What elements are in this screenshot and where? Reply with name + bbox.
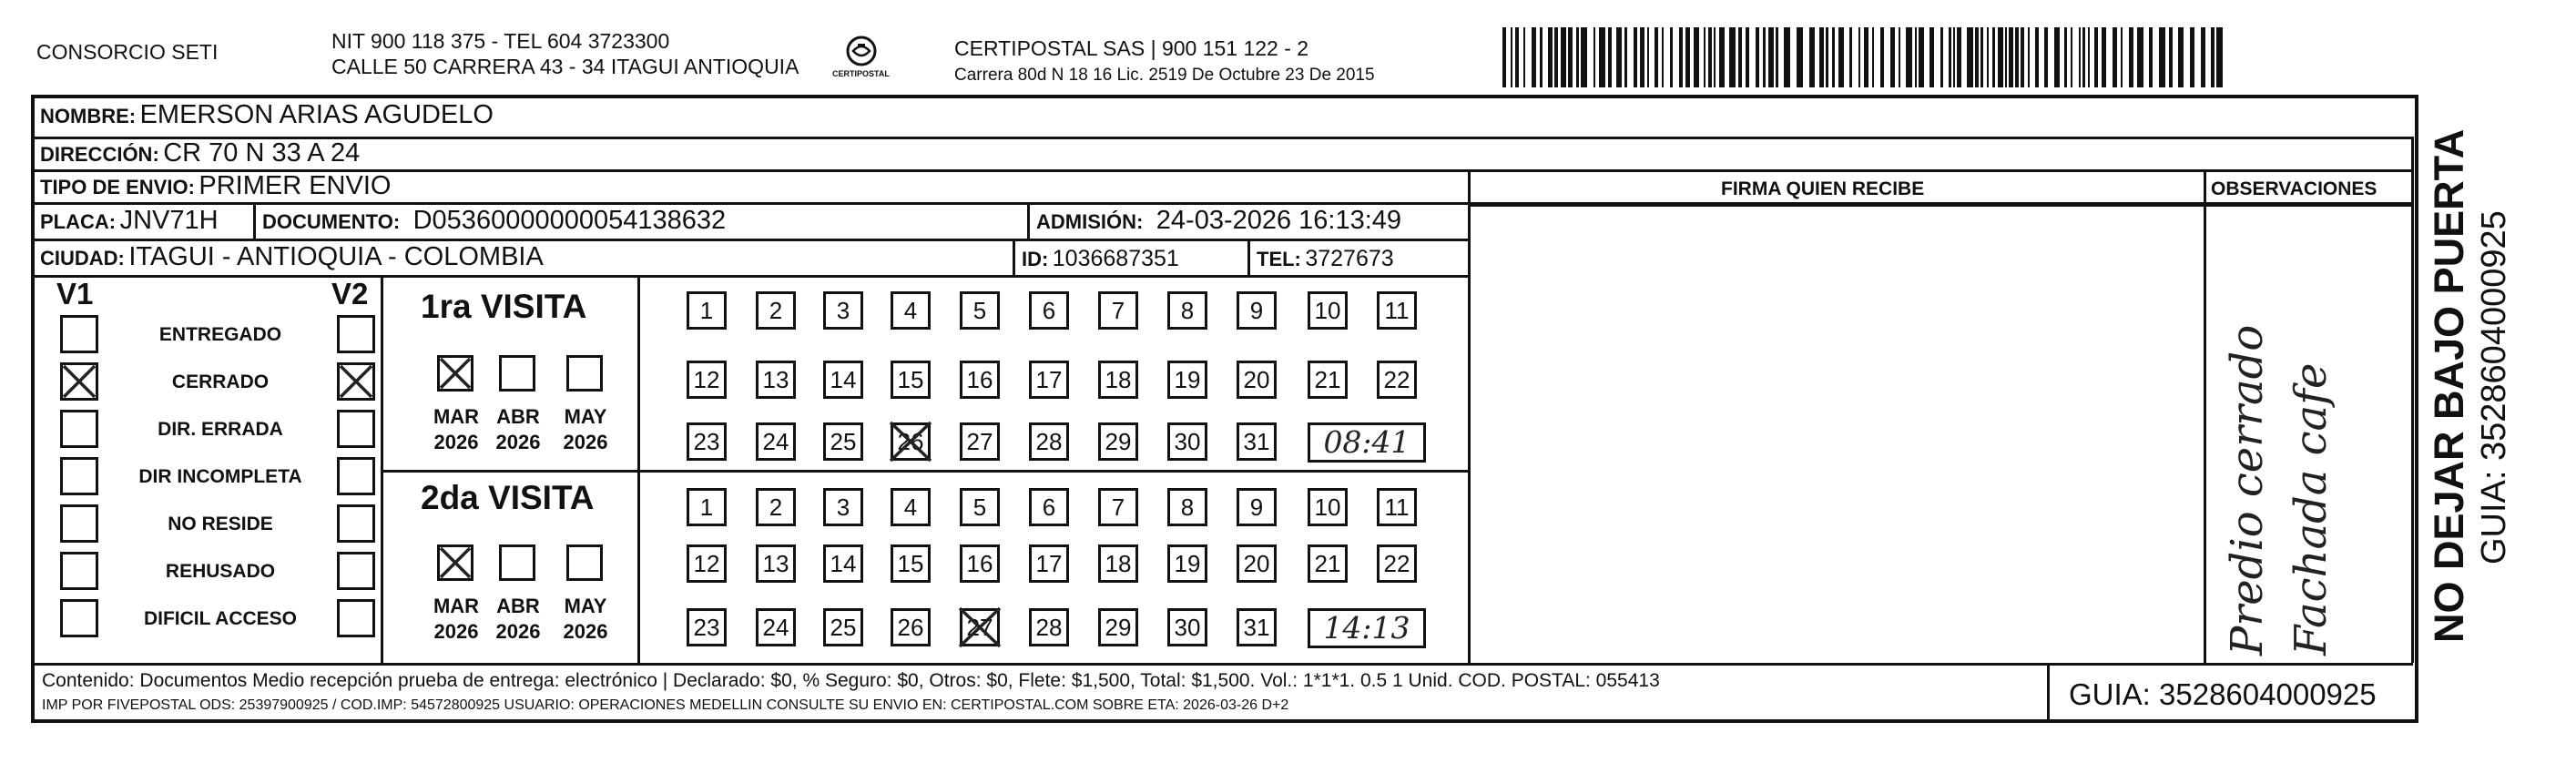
contenido-line: Contenido: Documentos Medio recepción prueba de entrega: electrónico | Declarado: $0, % Seguro: $0, Otros: $0, Flete: $1,500, Total: $1,500. Vol.: 1*1*1. 0.5 1 Unid. COD. POSTAL: 055413	[42, 670, 1660, 691]
visit2-day-box[interactable]: 26	[891, 608, 931, 646]
visit1-day-box[interactable]: 14	[823, 361, 863, 399]
documento-field	[262, 206, 726, 236]
visit2-day-box[interactable]: 5	[960, 488, 1000, 526]
barcode-bar	[1992, 27, 1995, 87]
visit1-day-box[interactable]: 10	[1308, 291, 1348, 330]
barcode-bar	[1832, 27, 1835, 87]
visit1-day-box[interactable]: 19	[1167, 361, 1207, 399]
visit2-day-box[interactable]: 24	[756, 608, 796, 646]
visit1-day-box[interactable]: 3	[823, 291, 863, 330]
barcode-bar	[1915, 27, 1917, 87]
barcode-bar	[2102, 27, 2106, 87]
visit1-day-box[interactable]: 17	[1029, 361, 1069, 399]
visit2-day-box[interactable]: 3	[823, 488, 863, 526]
barcode-bar	[2044, 27, 2048, 87]
certipostal-logo-icon	[832, 33, 890, 84]
month-label	[486, 404, 550, 455]
barcode-bar	[1953, 27, 1955, 87]
month-name: MAR	[433, 595, 480, 617]
tipo-envio-label: TIPO DE ENVIO:	[40, 176, 195, 198]
barcode-bar	[1599, 27, 1605, 87]
barcode-bar	[1548, 27, 1553, 87]
visit1-day-box[interactable]: 5	[960, 291, 1000, 330]
v1-checkbox[interactable]	[60, 410, 98, 448]
month-label	[424, 404, 488, 455]
barcode-bar	[1511, 27, 1512, 87]
status-option-label: DIR INCOMPLETA	[138, 466, 302, 487]
v1-label: V1	[56, 277, 94, 310]
admision-field	[1036, 206, 1401, 236]
visit1-day-box[interactable]: 29	[1098, 422, 1138, 461]
barcode-bar	[1819, 27, 1824, 87]
visit2-day-box[interactable]: 25	[823, 608, 863, 646]
visit2-day-box[interactable]: 9	[1237, 488, 1277, 526]
v1-checkbox[interactable]	[60, 552, 98, 590]
barcode-bar	[2211, 27, 2215, 87]
status-option-label: CERRADO	[171, 371, 270, 392]
visit1-day-box[interactable]: 23	[687, 422, 727, 461]
v2-checkbox[interactable]	[337, 504, 375, 543]
id-value: 1036687351	[1052, 246, 1179, 271]
v2-label: V2	[331, 277, 369, 310]
visit1-day-box[interactable]: 1	[687, 291, 727, 330]
visit2-day-box[interactable]: 6	[1029, 488, 1069, 526]
barcode-bar	[1975, 27, 1979, 87]
v1-checkbox[interactable]	[60, 599, 98, 637]
barcode-bar	[1561, 27, 1566, 87]
v2-checkbox[interactable]	[337, 315, 375, 353]
barcode-bar	[2021, 27, 2024, 87]
barcode-bar	[1714, 27, 1716, 87]
barcode-bar	[2035, 27, 2039, 87]
barcode-bar	[1568, 27, 1573, 87]
visit2-day-box[interactable]: 20	[1237, 544, 1277, 583]
visit1-day-box[interactable]: 16	[960, 361, 1000, 399]
barcode-bar	[1624, 27, 1627, 87]
barcode-bar	[1738, 27, 1742, 87]
status-option-label: ENTREGADO	[158, 324, 282, 345]
visit1-day-box[interactable]: 2	[756, 291, 796, 330]
month-name: MAY	[564, 405, 607, 428]
visit1-month-checkbox[interactable]	[499, 355, 535, 392]
visit2-month-checkbox[interactable]	[499, 544, 535, 581]
visit2-day-box[interactable]: 2	[756, 488, 796, 526]
barcode-bar	[1581, 27, 1587, 87]
tipo-envio-value: PRIMER ENVIO	[199, 171, 392, 200]
barcode-bar	[2015, 27, 2019, 87]
visit1-day-box[interactable]: 20	[1237, 361, 1277, 399]
visit2-day-box[interactable]: 17	[1029, 544, 1069, 583]
barcode-bar	[2129, 27, 2133, 87]
v2-checkbox[interactable]	[337, 552, 375, 590]
barcode-bar	[1763, 27, 1766, 87]
v2-checkbox[interactable]	[337, 599, 375, 637]
barcode-bar	[1679, 27, 1683, 87]
barcode-bar	[1957, 27, 1961, 87]
visit1-day-box[interactable]: 11	[1377, 291, 1417, 330]
visit1-day-box[interactable]: 6	[1029, 291, 1069, 330]
visit1-day-box[interactable]: 21	[1308, 361, 1348, 399]
ciudad-value: ITAGUI - ANTIOQUIA - COLOMBIA	[128, 242, 544, 271]
barcode-bar	[1809, 27, 1815, 87]
visit1-handwritten-time: 08:41	[1308, 422, 1426, 463]
barcode-bar	[1838, 27, 1844, 87]
barcode-bar	[1670, 27, 1673, 87]
barcode-bar	[2159, 27, 2165, 87]
visit2-day-box[interactable]: 30	[1167, 608, 1207, 646]
v1-checkbox[interactable]	[60, 504, 98, 543]
visit1-day-box[interactable]: 27	[960, 422, 1000, 461]
barcode-bar	[1899, 27, 1900, 87]
barcode-bar	[2054, 27, 2060, 87]
visit1-day-box[interactable]: 25	[823, 422, 863, 461]
direccion-row	[40, 138, 360, 168]
month-label	[424, 594, 488, 645]
v2-checkbox[interactable]	[337, 410, 375, 448]
barcode-bar	[1872, 27, 1874, 87]
direccion-value: CR 70 N 33 A 24	[163, 138, 361, 168]
visit1-day-box[interactable]: 30	[1167, 422, 1207, 461]
visit2-day-box[interactable]: 28	[1029, 608, 1069, 646]
visit2-month-checkbox[interactable]	[566, 544, 603, 581]
barcode-bar	[2088, 27, 2090, 87]
barcode-bar	[2082, 27, 2085, 87]
barcode-bar	[1987, 27, 1989, 87]
tel-value: 3727673	[1305, 246, 1394, 271]
visit2-day-box[interactable]: 16	[960, 544, 1000, 583]
visit2-day-box[interactable]: 10	[1308, 488, 1348, 526]
visit1-day-box[interactable]: 24	[756, 422, 796, 461]
visit2-day-box[interactable]: 13	[756, 544, 796, 583]
barcode-bar	[1515, 27, 1519, 87]
barcode-bar	[1704, 27, 1705, 87]
visit2-day-box[interactable]: 11	[1377, 488, 1417, 526]
barcode-bar	[1906, 27, 1912, 87]
barcode-bar	[1719, 27, 1725, 87]
observation-line-1: Predio cerrado	[2222, 324, 2273, 656]
barcode-bar	[2121, 27, 2123, 87]
visit2-day-box[interactable]: 15	[891, 544, 931, 583]
month-year: 2026	[495, 620, 541, 643]
nombre-label: NOMBRE:	[40, 105, 137, 127]
month-name: ABR	[496, 595, 540, 617]
barcode-bar	[1929, 27, 1934, 87]
barcode-bar	[1858, 27, 1860, 87]
month-name: MAR	[433, 405, 480, 428]
barcode-bar	[1849, 27, 1852, 87]
admision-label: ADMISIÓN:	[1036, 210, 1144, 233]
barcode-bar	[1826, 27, 1828, 87]
license-line: Carrera 80d N 18 16 Lic. 2519 De Octubre 23 De 2015	[954, 66, 1375, 85]
barcode-bar	[1647, 27, 1649, 87]
month-label	[554, 404, 617, 455]
barcode-bar	[2028, 27, 2030, 87]
ciudad-field	[40, 242, 544, 272]
ciudad-label: CIUDAD:	[40, 247, 125, 270]
barcode-bar	[2064, 27, 2067, 87]
visit1-title: 1ra VISITA	[421, 288, 587, 325]
v2-checkbox[interactable]	[337, 362, 375, 401]
barcode-bar	[2005, 27, 2007, 87]
barcode-bar	[1864, 27, 1868, 87]
visit2-month-checkbox[interactable]	[437, 544, 473, 581]
barcode-bar	[1708, 27, 1712, 87]
barcode-bar	[1756, 27, 1759, 87]
month-label	[554, 594, 617, 645]
barcode-bar	[2178, 27, 2184, 87]
barcode-bar	[1967, 27, 1973, 87]
month-year: 2026	[433, 620, 479, 643]
imp-line: IMP POR FIVEPOSTAL ODS: 25397900925 / COD.IMP: 54572800925 USUARIO: OPERACIONES MEDELLIN CONSULTE SU ENVIO EN: CERTIPOSTAL.COM SOBRE ETA: 2026-03-26 D+2	[42, 697, 1289, 713]
visit2-day-box[interactable]: 14	[823, 544, 863, 583]
barcode-bar	[1640, 27, 1644, 87]
visit2-day-box[interactable]: 22	[1377, 544, 1417, 583]
v2-checkbox[interactable]	[337, 457, 375, 495]
visit2-day-box[interactable]: 18	[1098, 544, 1138, 583]
barcode-bar	[1532, 27, 1536, 87]
barcode-bar	[1797, 27, 1803, 87]
barcode-bar	[1890, 27, 1895, 87]
barcode-bar	[2137, 27, 2143, 87]
sender-name: CONSORCIO SETI	[36, 40, 219, 64]
firma-label: FIRMA QUIEN RECIBE	[1721, 178, 1925, 199]
v1-checkbox[interactable]	[60, 362, 98, 401]
barcode-bar	[1746, 27, 1749, 87]
barcode-bar	[1776, 27, 1778, 87]
status-option-label: REHUSADO	[165, 561, 276, 582]
visit2-day-box[interactable]: 12	[687, 544, 727, 583]
visit1-day-box[interactable]: 15	[891, 361, 931, 399]
visit1-day-box[interactable]: 31	[1237, 422, 1277, 461]
id-field	[1022, 246, 1179, 272]
visit1-day-box[interactable]: 26	[891, 422, 931, 461]
barcode-bar	[1502, 27, 1506, 87]
barcode-bar	[2149, 27, 2153, 87]
status-option-label: DIFICIL ACCESO	[143, 608, 297, 629]
visit1-day-box[interactable]: 7	[1098, 291, 1138, 330]
visit1-month-checkbox[interactable]	[566, 355, 603, 392]
barcode-bar	[1768, 27, 1774, 87]
barcode-bar	[1940, 27, 1943, 87]
status-option-label: DIR. ERRADA	[158, 419, 283, 440]
visit1-day-box[interactable]: 28	[1029, 422, 1069, 461]
visit2-day-box[interactable]: 23	[687, 608, 727, 646]
visit1-day-box[interactable]: 12	[687, 361, 727, 399]
nombre-row	[40, 100, 494, 130]
barcode-bar	[2216, 27, 2223, 87]
barcode-bar	[1998, 27, 2003, 87]
tipo-envio-row	[40, 171, 391, 201]
visit2-day-box[interactable]: 4	[891, 488, 931, 526]
no-dejar-warning: NO DEJAR BAJO PUERTA	[2426, 128, 2472, 643]
barcode-bar	[1694, 27, 1699, 87]
visit1-day-box[interactable]: 8	[1167, 291, 1207, 330]
month-name: ABR	[496, 405, 540, 428]
visit2-handwritten-time: 14:13	[1308, 608, 1426, 648]
barcode-bar	[2201, 27, 2205, 87]
sender-nit: NIT 900 118 375 - TEL 604 3723300	[331, 29, 670, 53]
month-name: MAY	[564, 595, 607, 617]
barcode-bar	[1685, 27, 1690, 87]
barcode-icon	[1502, 22, 2231, 93]
barcode-bar	[2071, 27, 2072, 87]
placa-field	[40, 206, 219, 236]
tel-field	[1257, 246, 1394, 272]
barcode-bar	[1523, 27, 1525, 87]
visit2-title: 2da VISITA	[421, 479, 595, 516]
placa-value: JNV71H	[119, 206, 219, 235]
visit2-day-box[interactable]: 29	[1098, 608, 1138, 646]
barcode-bar	[2009, 27, 2013, 87]
documento-label: DOCUMENTO:	[262, 210, 401, 233]
barcode-bar	[1593, 27, 1595, 87]
visit1-day-box[interactable]: 18	[1098, 361, 1138, 399]
visit2-day-box[interactable]: 27	[960, 608, 1000, 646]
visit1-day-box[interactable]: 4	[891, 291, 931, 330]
barcode-bar	[2169, 27, 2173, 87]
observation-line-2: Fachada cafe	[2286, 362, 2337, 656]
visit2-day-box[interactable]: 8	[1167, 488, 1207, 526]
barcode-bar	[2113, 27, 2117, 87]
status-option-label: NO RESIDE	[168, 514, 273, 534]
guia-vertical: GUIA: 3528604000925	[2475, 210, 2513, 565]
barcode-bar	[2094, 27, 2098, 87]
barcode-bar	[1634, 27, 1637, 87]
barcode-bar	[2190, 27, 2194, 87]
visit1-month-checkbox[interactable]	[437, 355, 473, 392]
visit1-day-box[interactable]: 22	[1377, 361, 1417, 399]
barcode-bar	[1949, 27, 1951, 87]
visit2-day-box[interactable]: 19	[1167, 544, 1207, 583]
visit2-day-box[interactable]: 31	[1237, 608, 1277, 646]
visit2-day-box[interactable]: 7	[1098, 488, 1138, 526]
barcode-bar	[1980, 27, 1983, 87]
month-year: 2026	[495, 431, 541, 453]
barcode-bar	[1919, 27, 1924, 87]
direccion-label: DIRECCIÓN:	[40, 143, 159, 166]
observaciones-label: OBSERVACIONES	[2211, 178, 2377, 199]
barcode-bar	[1616, 27, 1622, 87]
v1-checkbox[interactable]	[60, 457, 98, 495]
tel-label: TEL:	[1257, 248, 1301, 270]
carrier-line: CERTIPOSTAL SAS | 900 151 122 - 2	[954, 36, 1309, 60]
barcode-bar	[2079, 27, 2081, 87]
month-year: 2026	[563, 431, 608, 453]
sender-address: CALLE 50 CARRERA 43 - 34 ITAGUI ANTIOQUIA	[331, 55, 799, 78]
barcode-bar	[1784, 27, 1790, 87]
visit1-day-box[interactable]: 9	[1237, 291, 1277, 330]
barcode-bar	[1554, 27, 1558, 87]
guia-footer: GUIA: 3528604000925	[2069, 677, 2377, 711]
visit1-day-box[interactable]: 13	[756, 361, 796, 399]
id-label: ID:	[1022, 248, 1049, 270]
barcode-bar	[1880, 27, 1884, 87]
visit2-day-box[interactable]: 1	[687, 488, 727, 526]
barcode-bar	[1662, 27, 1664, 87]
admision-value: 24-03-2026 16:13:49	[1156, 206, 1402, 235]
barcode-bar	[1655, 27, 1658, 87]
barcode-bar	[1729, 27, 1736, 87]
month-year: 2026	[433, 431, 479, 453]
barcode-bar	[1608, 27, 1612, 87]
v1-checkbox[interactable]	[60, 315, 98, 353]
documento-value: D05360000000054138632	[412, 206, 727, 235]
logo-text: CERTIPOSTAL	[832, 69, 890, 78]
month-year: 2026	[563, 620, 608, 643]
visit2-day-box[interactable]: 21	[1308, 544, 1348, 583]
nombre-value: EMERSON ARIAS AGUDELO	[139, 100, 494, 129]
placa-label: PLACA:	[40, 210, 117, 233]
barcode-bar	[1576, 27, 1579, 87]
barcode-bar	[1540, 27, 1543, 87]
month-label	[486, 594, 550, 645]
